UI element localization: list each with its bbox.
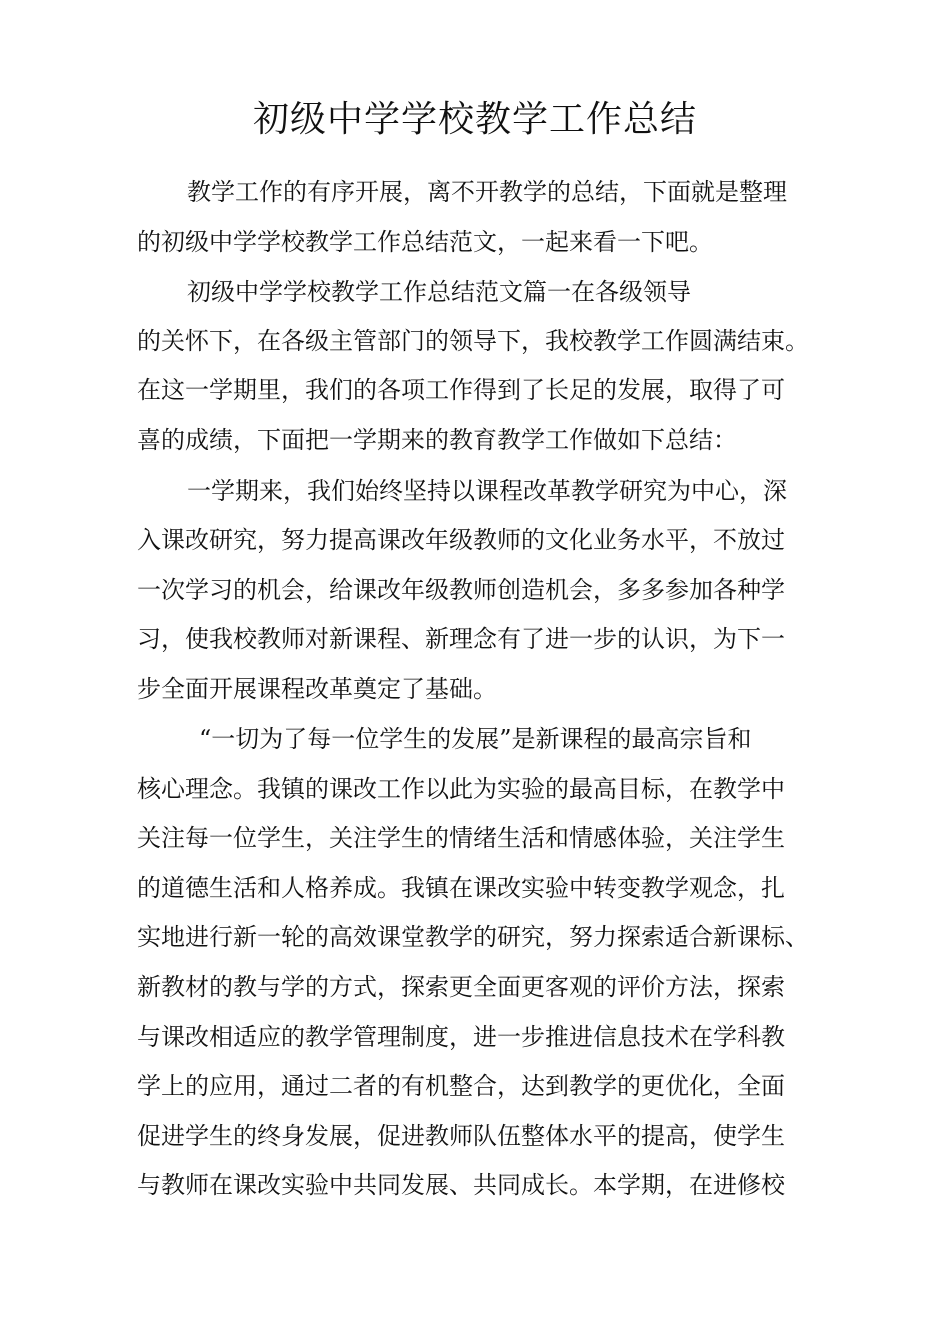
paragraph-line: 入课改研究，努力提高课改年级教师的文化业务水平，不放过: [137, 526, 785, 554]
paragraph-line: 的关怀下，在各级主管部门的领导下，我校教学工作圆满结束。: [137, 327, 809, 355]
paragraph-line: 与教师在课改实验中共同发展、共同成长。本学期，在进修校: [137, 1171, 785, 1199]
paragraph-line: 核心理念。我镇的课改工作以此为实验的最高目标，在教学中: [137, 775, 785, 803]
paragraph-line: 实地进行新一轮的高效课堂教学的研究，努力探索适合新课标、: [137, 923, 809, 951]
paragraph-line: 步全面开展课程改革奠定了基础。: [137, 675, 497, 703]
paragraph-line: 的道德生活和人格养成。我镇在课改实验中转变教学观念，扎: [137, 874, 785, 902]
paragraph-line: 与课改相适应的教学管理制度，进一步推进信息技术在学科教: [137, 1023, 785, 1051]
paragraph-line: 初级中学学校教学工作总结范文篇一在各级领导: [187, 278, 691, 306]
paragraph-line: 学上的应用，通过二者的有机整合，达到教学的更优化，全面: [137, 1072, 785, 1100]
paragraph-line: 促进学生的终身发展，促进教师队伍整体水平的提高，使学生: [137, 1122, 785, 1150]
paragraph-line: 新教材的教与学的方式，探索更全面更客观的评价方法，探索: [137, 973, 785, 1001]
paragraph-line: 喜的成绩，下面把一学期来的教育教学工作做如下总结：: [137, 426, 737, 454]
paragraph-line: 一次学习的机会，给课改年级教师创造机会，多多参加各种学: [137, 576, 785, 604]
paragraph-line: “一切为了每一位学生的发展”是新课程的最高宗旨和: [199, 725, 752, 753]
paragraph-line: 一学期来，我们始终坚持以课程改革教学研究为中心，深: [187, 477, 787, 505]
paragraph-line: 的初级中学学校教学工作总结范文，一起来看一下吧。: [137, 228, 713, 256]
document-title: 初级中学学校教学工作总结: [252, 99, 697, 140]
paragraph-line: 关注每一位学生，关注学生的情绪生活和情感体验，关注学生: [137, 824, 785, 852]
paragraph-line: 教学工作的有序开展，离不开教学的总结，下面就是整理: [187, 178, 787, 206]
paragraph-line: 在这一学期里，我们的各项工作得到了长足的发展，取得了可: [137, 376, 785, 404]
paragraph-line: 习，使我校教师对新课程、新理念有了进一步的认识，为下一: [137, 625, 785, 653]
